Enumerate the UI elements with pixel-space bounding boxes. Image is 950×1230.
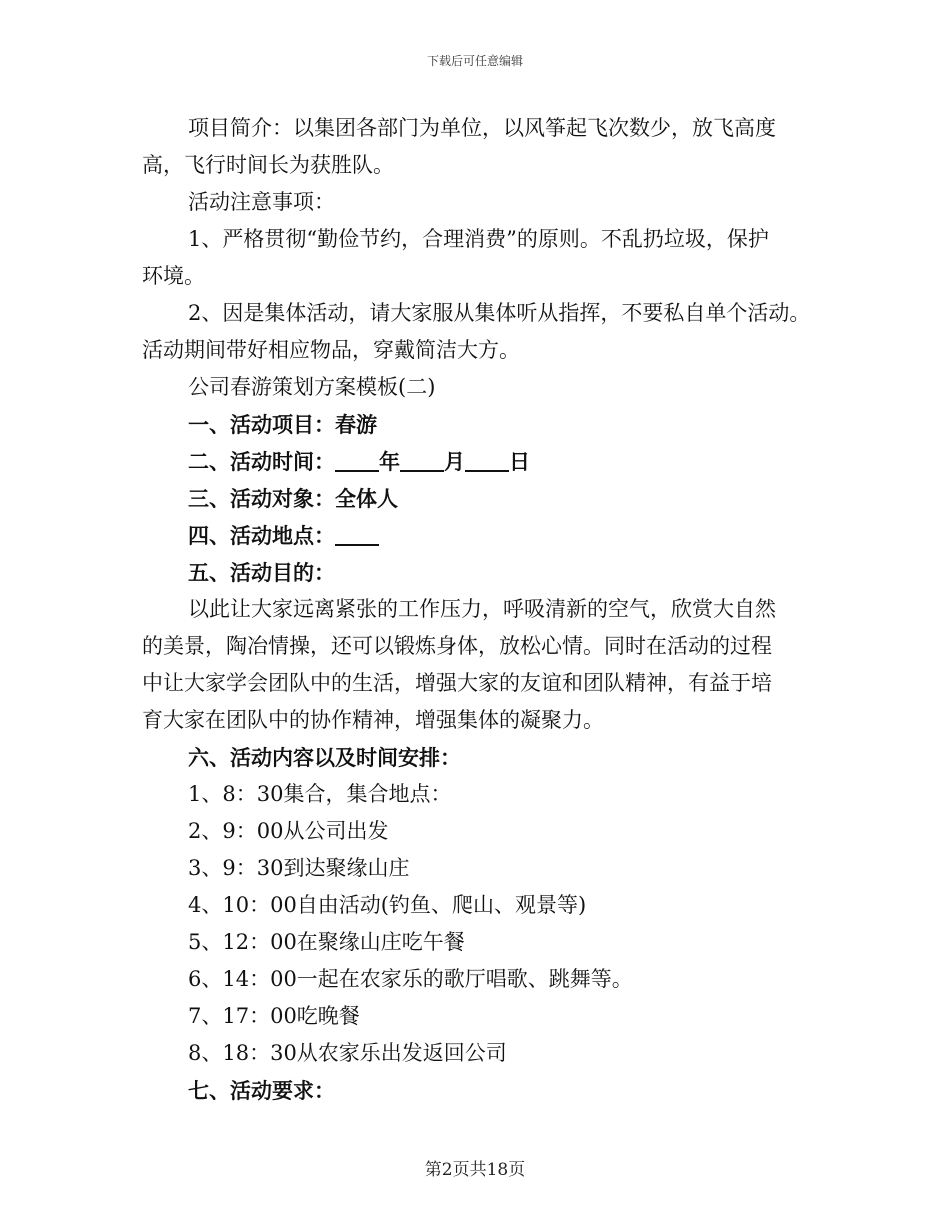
notice-title: 活动注意事项：: [188, 190, 335, 214]
month-label: 月: [444, 449, 465, 474]
page-header-note: 下载后可任意编辑: [426, 54, 523, 68]
day-blank: [465, 448, 509, 472]
template-title: 公司春游策划方案模板(二): [188, 375, 436, 399]
schedule-item-6: 6、14：00一起在农家乐的歌厅唱歌、跳舞等。: [188, 967, 633, 991]
schedule-item-3: 3、9：30到达聚缘山庄: [188, 856, 410, 880]
activity-location-label: 四、活动地点：: [188, 523, 335, 548]
purpose-line-1: 以此让大家远离紧张的工作压力，呼吸清新的空气，欣赏大自然: [188, 597, 776, 621]
schedule-item-8: 8、18：30从农家乐出发返回公司: [188, 1041, 507, 1065]
schedule-item-7: 7、17：00吃晚餐: [188, 1004, 360, 1028]
activity-time-label: 二、活动时间：: [188, 449, 335, 474]
item-schedule: 六、活动内容以及时间安排：: [188, 745, 461, 770]
year-blank: [335, 448, 379, 472]
item-activity-purpose: 五、活动目的：: [188, 560, 335, 585]
item-requirements: 七、活动要求：: [188, 1078, 335, 1103]
item-activity-time: [142, 443, 822, 480]
notice-1-line-1: 1、严格贯彻“勤俭节约，合理消费”的原则。不乱扔垃圾，保护: [188, 227, 769, 251]
location-blank: [335, 522, 379, 546]
month-blank: [400, 448, 444, 472]
notice-1-line-2: 环境。: [142, 264, 205, 288]
notice-2-line-1: 2、因是集体活动，请大家服从集体听从指挥，不要私自单个活动。: [188, 301, 811, 325]
document-body: [142, 110, 822, 1109]
item-activity-project: 一、活动项目：春游: [188, 412, 377, 437]
notice-2-line-2: 活动期间带好相应物品，穿戴简洁大方。: [142, 338, 520, 362]
schedule-item-5: 5、12：00在聚缘山庄吃午餐: [188, 930, 465, 954]
intro-line-2: 高，飞行时间长为获胜队。: [142, 153, 394, 177]
purpose-line-4: 育大家在团队中的协作精神，增强集体的凝聚力。: [142, 708, 604, 732]
item-activity-location: [142, 517, 822, 554]
purpose-line-3: 中让大家学会团队中的生活，增强大家的友谊和团队精神，有益于培: [142, 671, 772, 695]
schedule-item-1: 1、8：30集合，集合地点：: [188, 782, 452, 806]
page-number: 第2页共18页: [424, 1160, 526, 1180]
item-activity-target: 三、活动对象：全体人: [188, 486, 398, 511]
purpose-line-2: 的美景，陶冶情操，还可以锻炼身体，放松心情。同时在活动的过程: [142, 634, 772, 658]
year-label: 年: [379, 449, 400, 474]
schedule-item-2: 2、9：00从公司出发: [188, 819, 389, 843]
schedule-item-4: 4、10：00自由活动(钓鱼、爬山、观景等): [188, 893, 587, 917]
day-label: 日: [509, 449, 530, 474]
intro-line-1: 项目简介：以集团各部门为单位，以风筝起飞次数少，放飞高度: [188, 116, 776, 140]
